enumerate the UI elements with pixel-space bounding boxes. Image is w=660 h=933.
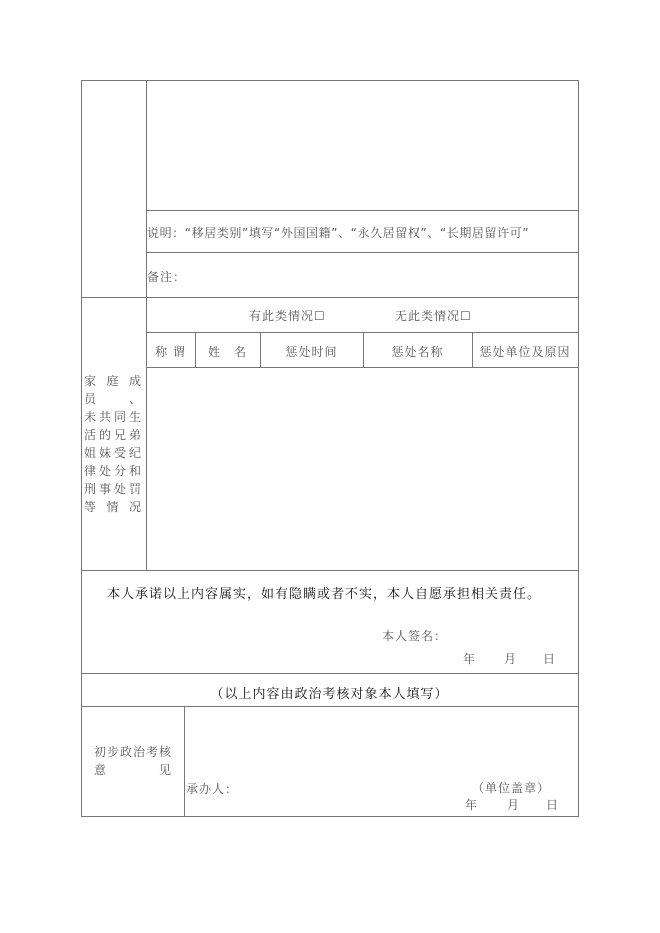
label-line: 姐妹受纪 xyxy=(84,446,142,460)
remarks-label: 备注： xyxy=(147,270,187,284)
label-line: 意 见 xyxy=(94,763,173,777)
signature-label: 本人签名： xyxy=(382,629,448,643)
opinion-label xyxy=(94,743,172,779)
label-line: 未共同生 xyxy=(84,410,142,424)
label-line: 活的兄弟 xyxy=(84,428,142,442)
seal-label: （单位盖章） xyxy=(472,781,551,795)
opinion-day: 日 xyxy=(546,798,560,812)
sign-month: 月 xyxy=(504,652,518,666)
move-type-note: 说明：“移居类别”填写“外国国籍”、“永久居留权”、“长期居留许可” xyxy=(147,226,530,240)
self-fill-note: （以上内容由政治考核对象本人填写） xyxy=(210,687,449,702)
top-empty-field[interactable] xyxy=(148,82,576,208)
label-line: 等 情 况 xyxy=(84,500,142,514)
label-line: 律处分和 xyxy=(84,464,142,478)
header-punish-name: 惩处名称 xyxy=(391,345,444,359)
family-records-area[interactable] xyxy=(148,369,576,568)
sign-year: 年 xyxy=(463,652,477,666)
handler-label: 承办人： xyxy=(186,782,239,796)
header-relation: 称 谓 xyxy=(155,345,186,359)
no-situation-checkbox[interactable]: 无此类情况☐ xyxy=(395,309,472,323)
header-punish-time: 惩处时间 xyxy=(285,345,338,359)
header-name: 姓 名 xyxy=(207,345,247,359)
sign-day: 日 xyxy=(543,652,557,666)
header-punish-unit-reason: 惩处单位及原因 xyxy=(479,345,571,359)
opinion-year: 年 xyxy=(465,798,479,812)
commitment-text: 本人承诺以上内容属实，如有隐瞒或者不实，本人自愿承担相关责任。 xyxy=(107,587,542,602)
has-situation-checkbox[interactable]: 有此类情况☐ xyxy=(249,309,326,323)
family-section-label xyxy=(84,372,142,516)
label-line: 家庭成员、 xyxy=(84,374,142,406)
remarks-field[interactable] xyxy=(190,256,575,294)
opinion-month: 月 xyxy=(507,798,521,812)
label-line: 初步政治考核 xyxy=(94,745,173,759)
label-line: 刑事处罚 xyxy=(84,482,142,496)
